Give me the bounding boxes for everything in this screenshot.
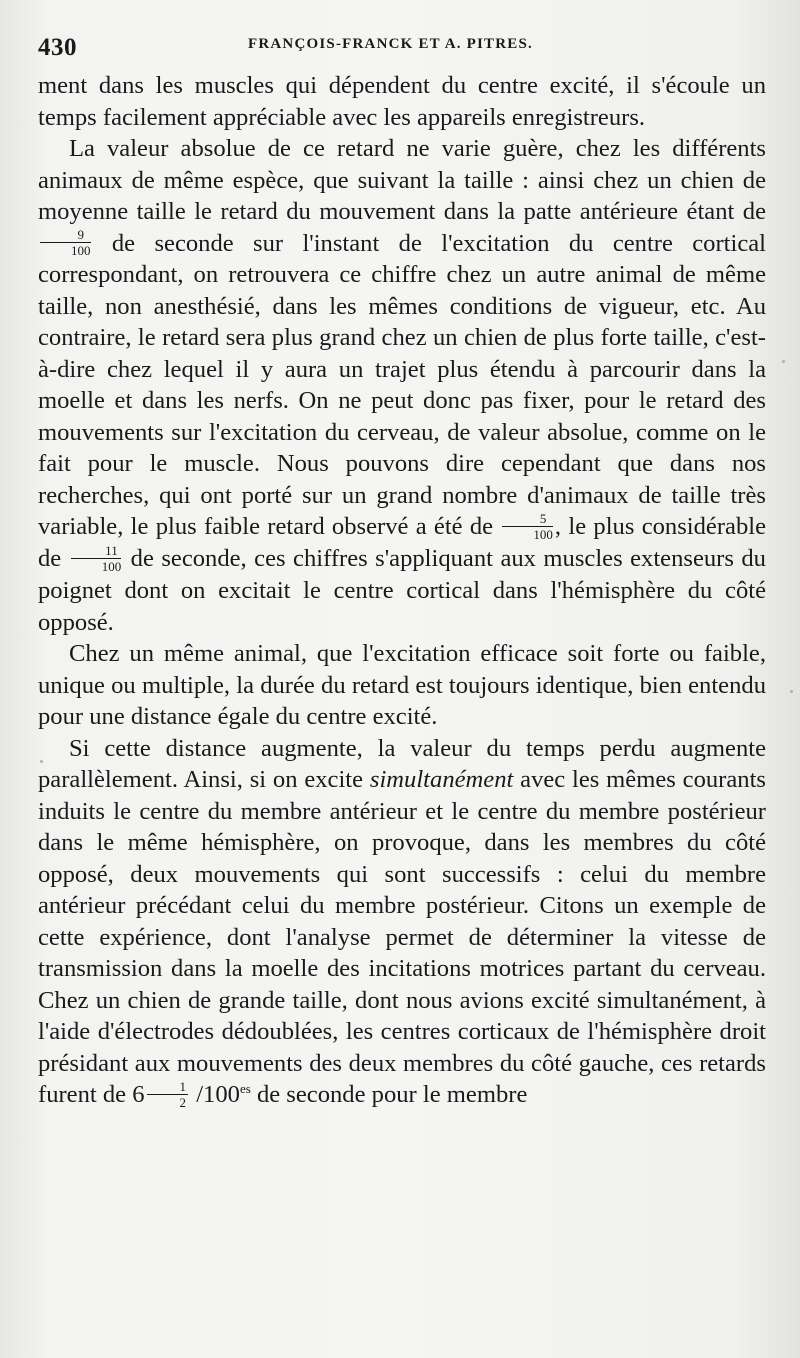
paragraph-4 <box>38 733 766 1111</box>
running-head: FRANÇOIS-FRANCK ET A. PITRES. <box>248 36 533 52</box>
paper-speck <box>782 360 785 363</box>
paragraph-2-text-b: de seconde sur l'instant de l'excitation du centre cortical correspondant, on retrouvera ce chiffre chez un autre animal de même taille, non anesthésié, dans les mêmes conditions de vigueur, etc. Au contraire, le retard sera plus grand chez un chien de plus forte taille, c'est-à-dire chez lequel il y aura un trajet plus étendu à parcourir dans la moelle et dans les nerfs. On ne peut donc pas fixer, pour le retard des mouvements sur l'excitation du cerveau, de valeur absolue, comme on le fait pour le muscle. Nous pouvons dire cependant que dans nos recherches, qui ont porté sur un grand nombre d'animaux de taille très variable, le plus faible retard observé a été de <box>38 229 766 541</box>
paragraph-4-text-b: avec les mêmes courants induits le centre du membre antérieur et le centre du membre postérieur dans le même hémisphère, on provoque, dans les membres du côté opposé, deux mouvements qui sont successifs : celui du membre antérieur précédant celui du membre postérieur. Citons un exemple de cette expérience, dont l'analyse permet de déterminer la vitesse de transmission dans la moelle des incitations motrices partant du cerveau. Chez un chien de grande taille, dont nous avions excité simultanément, à l'aide d'électrodes dédoublées, les centres corticaux de l'hémisphère droit présidant aux mouvements des deux membres du côté gauche, ces retards furent de <box>38 766 766 1109</box>
fraction-9-100: $\frac{9}{100}$ <box>40 228 91 257</box>
paragraph-4-text-a: Si cette distance augmente, la valeur du temps perdu augmente parallèlement. Ainsi, si on excite <box>38 734 766 794</box>
paragraph-3: Chez un même animal, que l'excitation efficace soit forte ou faible, unique ou multiple, la durée du retard est toujours identique, bien entendu pour une distance égale du centre excité. <box>38 640 766 731</box>
paragraph-1: ment dans les muscles qui dépendent du centre excité, il s'écoule un temps facilement appréciable avec les appareils enregistreurs. <box>38 72 766 131</box>
paper-speck <box>40 760 43 763</box>
emphasis-simultanement: simultanément <box>369 766 514 794</box>
paragraph-4-text-d: de seconde pour le membre <box>256 1081 528 1109</box>
paper-speck <box>790 690 793 693</box>
page-header <box>38 30 766 70</box>
fraction-11-100: $\frac{11}{100}$ <box>71 544 122 573</box>
paragraph-2-text-c: , le plus considérable de <box>38 513 766 573</box>
fraction-1-2: $\frac{1}{2}$ <box>147 1080 189 1109</box>
mixed-number: 6 $\frac{1}{2}$ $/100^{es}$ <box>132 1078 251 1110</box>
fraction-5-100: $\frac{5}{100}$ <box>502 512 553 541</box>
page-number: 430 <box>38 34 77 61</box>
paragraph-2-text-a: La valeur absolue de ce retard ne varie guère, chez les différents animaux de même espèce, que suivant la taille : ainsi chez un chien de moyenne taille le retard du mouvement dans la patte antérieure étant de <box>38 135 766 225</box>
paragraph-2 <box>38 133 766 638</box>
body-text <box>38 70 766 1111</box>
paragraph-2-text-d: de seconde, ces chiffres s'appliquant aux muscles extenseurs du poignet dont on excitait le centre cortical dans l'hémisphère du côté opposé. <box>38 545 766 636</box>
